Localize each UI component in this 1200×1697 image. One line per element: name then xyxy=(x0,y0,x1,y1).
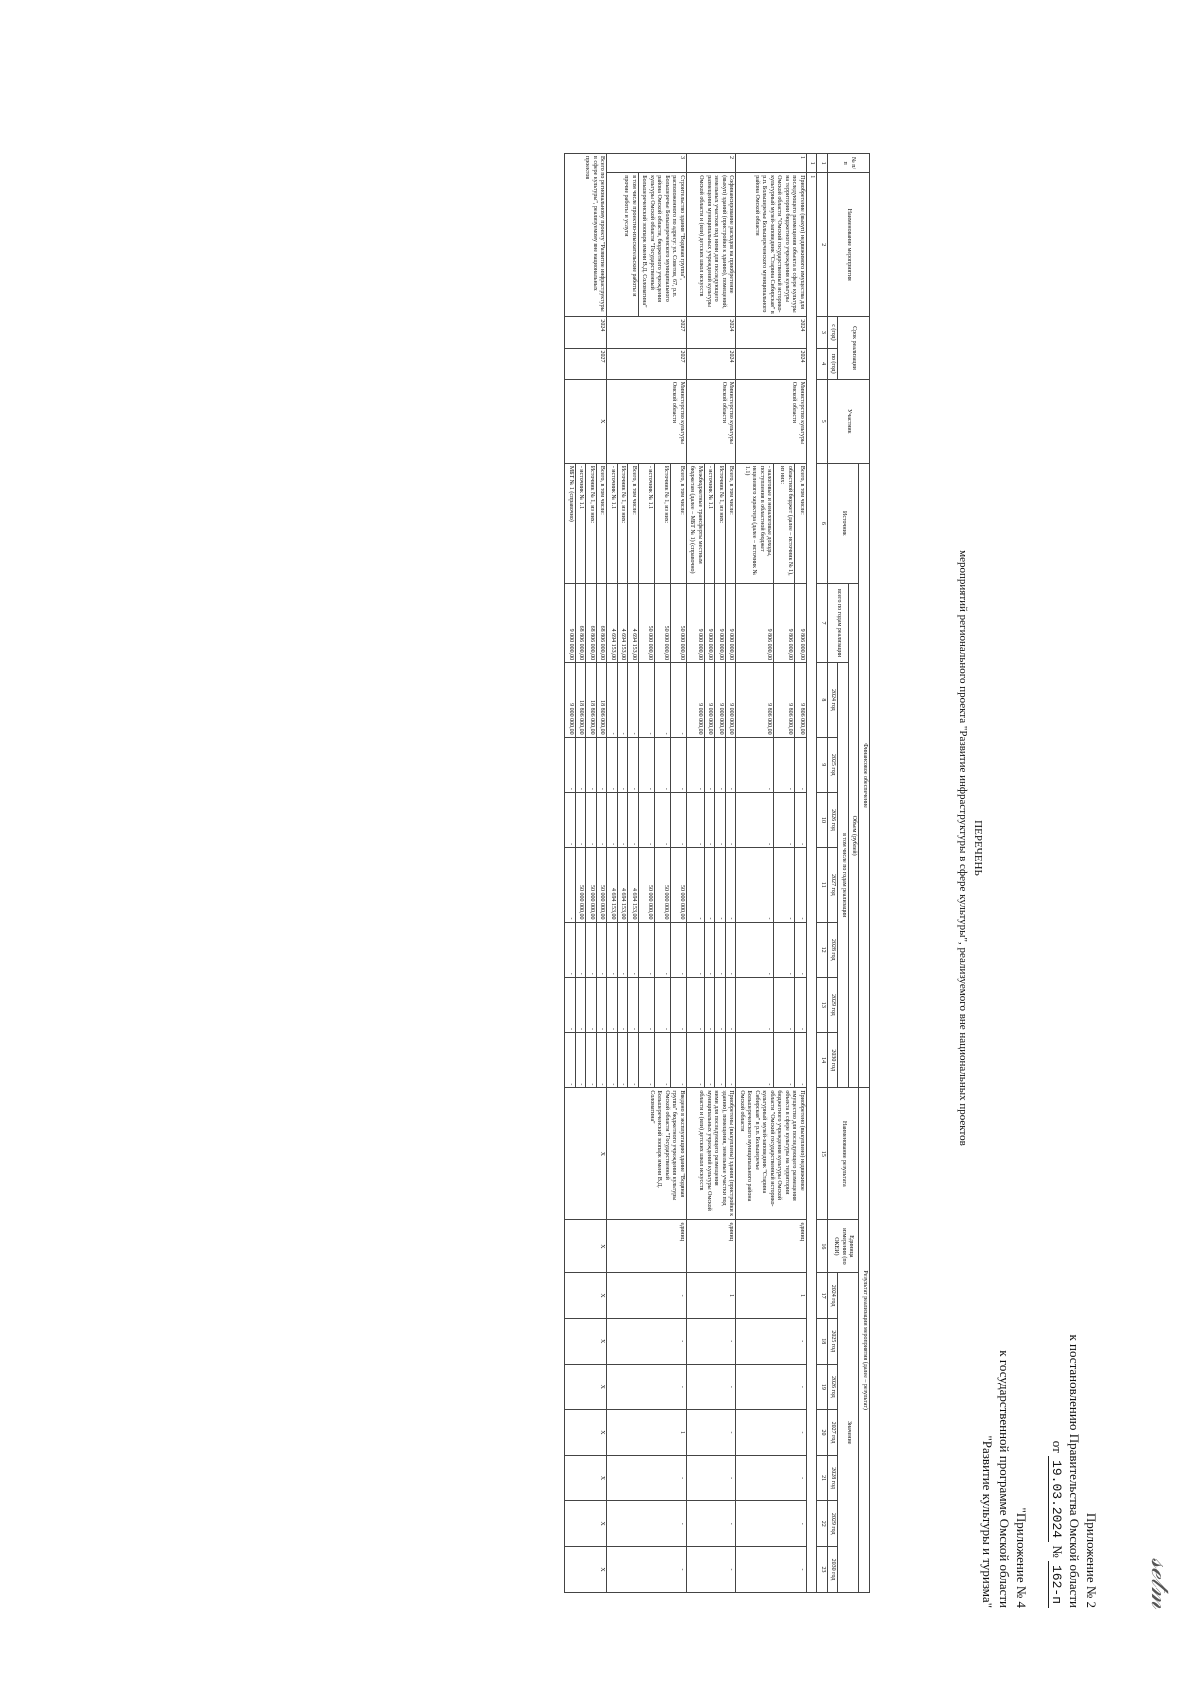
annex-resolution xyxy=(1048,1334,1100,1608)
table-row: 2 Софинансирование расходов на приобретение (выкуп) зданий (пристройки к зданию), помещений, земельных участков под ними для последующего размещения муниципальных учреждений культуры Омской области и (или) детских школ искусств 2024 2024 Министерство культуры Омской области Всего, в том числе: 9 000 000,00 9 000 000,00 - - - - - - Приобретены (выкуплены) здания (пристройки к зданию), помещения, земельные участки под ними для последующего размещения муниципальных учреждений культуры Омской области и (или) детских школ искусств единиц 1 - - - - - - xyxy=(726,154,737,1593)
header-term: Срок реализации xyxy=(838,317,870,379)
table-row: 1 Приобретение (выкуп) недвижимого имущества для последующего размещения объекта в сфере культуры на территории бюджетного учреждения культуры Омской области "Омский государственный историко-культурный музей-заповедник "Старина Сибирская" в р.п. Большеречье Большереченского муниципального района Омской области 2024 2024 Министерство культуры Омской области Всего, в том числе: 9 806 000,00 9 806 000,00 - - - - - - Приобретено (выкуплено) недвижимое имущество для последующего размещения объекта в сфере культуры на территории бюджетного учреждения культуры Омской области "Омский государственный историко-культурный музей-заповедник "Старина Сибирская" в р.п. Большеречье Большереченского муниципального района Омской области единиц 1 - - - - - - xyxy=(794,154,806,1593)
header-result-year: 2024 год xyxy=(828,1273,839,1319)
document-title: ПЕРЕЧЕНЬ мероприятий регионального проекта "Развитие инфраструктуры в сфере культуры", реализуемого вне национальных проектов xyxy=(957,550,984,1146)
header-year: 2027 год xyxy=(828,848,839,922)
signature-mark: 𝓈ℯ𝓉𝓂 xyxy=(1146,1558,1175,1609)
table-row: - источник № 1.1 9 000 000,00 9 000 000,00 - - - - - - xyxy=(705,154,716,1593)
totals-row: Источник № 1, из них: 68 806 000,00 18 806 000,00 - - 50 000 000,00 - - - xyxy=(586,154,597,1593)
column-index-row: 1 2 3 4 5 6 7 8 9 10 11 12 13 14 15 16 17 18 19 20 21 22 23 xyxy=(817,154,828,1593)
header-year: 2029 год xyxy=(828,977,839,1032)
table-row: в том числе проектно-изыскательские работы и прочие работы и услуги Всего, в том числе: 4 694 153,00 - - - 4 694 153,00 - - - xyxy=(628,154,639,1593)
result-name: Приобретены (выкуплены) здания (пристройки к зданию), помещения, земельные участки под ними для последующего размещения муниципальных учреждений культуры Омской области и (или) детских школ искусств xyxy=(687,1088,737,1220)
header-result-year: 2025 год xyxy=(828,1318,839,1364)
header-result-name: Наименование результата xyxy=(828,1088,860,1220)
header-unit: Единица измерения (по ОКЕИ) xyxy=(828,1220,860,1273)
header-source: Источник xyxy=(828,463,860,583)
annex-date-line: от 19.03.2024 № 162-п xyxy=(1048,1334,1066,1608)
page-header xyxy=(940,18,1175,1678)
annex-program: "Приложение № 4 к государственной программе Омской области "Развитие культуры и туризма" xyxy=(980,1350,1029,1608)
totals-row: МБТ № 1 (справочно) 9 000 000,00 9 000 000,00 - - - - - - xyxy=(565,154,576,1593)
event-subitem: в том числе проектно-изыскательские работы и прочие работы и услуги xyxy=(607,173,639,317)
rotated-page xyxy=(10,18,1175,1678)
totals-row: - источник № 1.1 68 806 000,00 18 806 000,00 - - 50 000 000,00 - - - xyxy=(576,154,587,1593)
header-result: Результат реализации мероприятия (далее – результат) xyxy=(859,1088,870,1593)
header-result-year: 2029 год xyxy=(828,1501,839,1547)
participant: Министерство культуры Омской области xyxy=(687,379,737,463)
header-no: № п/п xyxy=(828,154,870,173)
table-row: Источник № 1, из них: 4 694 153,00 - - - 4 694 153,00 - - - xyxy=(618,154,629,1593)
header-value: Значение xyxy=(838,1273,859,1593)
header-result-year: 2030 год xyxy=(828,1547,839,1593)
result-name: Введено в эксплуатацию здание "Водяная группа" бюджетного учреждения культуры Омской области "Государственный Большереченский зоопарк имени В.Д. Соломатина" xyxy=(607,1088,687,1220)
header-result-year: 2027 год xyxy=(828,1410,839,1456)
participant: Министерство культуры Омской области xyxy=(736,379,807,463)
header-year: 2028 год xyxy=(828,922,839,977)
header-participant: Участник xyxy=(828,379,870,463)
table-row: Источник № 1, из них: 50 000 000,00 - - - 50 000 000,00 - - - xyxy=(655,154,671,1593)
table-row: Источник № 1, из них: 9 000 000,00 9 000 000,00 - - - - - - xyxy=(715,154,726,1593)
table-row: 3 Строительство здания "Водяная группа", расположенного по адресу: ул. Советов, 67, р.п. Большеречье Большереченского муниципального района Омской области, бюджетного учреждения культуры Омской области "Государственный Большереченский зоопарк имени В.Д. Соломатина" 2027 2027 Министерство культуры Омской области Всего, в том числе: 50 000 000,00 - - - 50 000 000,00 - - - Введено в эксплуатацию здание "Водяная группа" бюджетного учреждения культуры Омской области "Государственный Большереченский зоопарк имени В.Д. Соломатина" единиц - - - 1 - - - xyxy=(671,154,687,1593)
annex-label: Приложение № 2 xyxy=(1084,1512,1099,1608)
totals-row: Всего по региональному проекту "Развитие инфраструктуры в сфере культуры", реализуемому вне национальных проектов 2024 2027 Х Всего, в том числе: 68 806 000,00 18 806 000,00 - - 50 000 000,00 - - - Х Х Х Х Х Х Х Х Х xyxy=(597,154,608,1593)
header-result-year: 2028 год xyxy=(828,1455,839,1501)
header-volume: Объем (рублей) xyxy=(849,583,860,1087)
header-year: 2026 год xyxy=(828,792,839,847)
participant: Министерство культуры Омской области xyxy=(607,379,687,463)
event-name: Строительство здания "Водяная группа", расположенного по адресу: ул. Советов, 67, р.п. Большеречье Большереченского муниципального района Омской области, бюджетного учреждения культуры Омской области "Государственный Большереченский зоопарк имени В.Д. Соломатина" xyxy=(639,173,687,317)
header-result-year: 2026 год xyxy=(828,1364,839,1410)
header-to: по (год) xyxy=(828,348,839,379)
header-year: 2025 год xyxy=(828,737,839,792)
annex-number: 162-п xyxy=(1048,1561,1064,1608)
header-year: 2024 год xyxy=(828,663,839,737)
table-row: - налоговые и неналоговые доходы, поступления в областной бюджет нецелевого характера (далее – источник № 1.1) 9 806 000,00 9 806 000,00 - - - - - - xyxy=(736,154,774,1593)
annex-date: 19.03.2024 xyxy=(1048,1456,1064,1542)
header-event: Наименование мероприятия xyxy=(828,173,870,317)
section-row: 1 1 xyxy=(807,154,818,1593)
table-row: - источник № 1.1 4 694 153,00 - - - 4 694 153,00 - - - xyxy=(607,154,618,1593)
annex-to: к постановлению Правительства Омской области xyxy=(1067,1334,1082,1608)
result-name: Приобретено (выкуплено) недвижимое имущество для последующего размещения объекта в сфере культуры на территории бюджетного учреждения культуры Омской области "Омский государственный историко-культурный музей-заповедник "Старина Сибирская" в р.п. Большеречье Большереченского муниципального района Омской области xyxy=(736,1088,807,1220)
header-by-years: в том числе по годам реализации xyxy=(838,663,849,1088)
table-row: областной бюджет (далее – источник № 1), из них: 9 806 000,00 9 806 000,00 - - - - - - xyxy=(774,154,795,1593)
header-total: всего по годам реализации xyxy=(828,583,849,662)
event-name: Софинансирование расходов на приобретение (выкуп) зданий (пристройки к зданию), помещений, земельных участков под ними для последующего размещения муниципальных учреждений культуры Омской области и (или) детских школ искусств xyxy=(687,173,737,317)
event-name: Приобретение (выкуп) недвижимого имущества для последующего размещения объекта в сфере культуры на территории бюджетного учреждения культуры Омской области "Омский государственный историко-культурный музей-заповедник "Старина Сибирская" в р.п. Большеречье Большереченского муниципального района Омской области xyxy=(736,173,807,317)
header-finance: Финансовое обеспечение xyxy=(859,463,870,1088)
totals-label: Всего по региональному проекту "Развитие инфраструктуры в сфере культуры", реализуемому вне национальных проектов xyxy=(565,154,607,317)
header-from: с (год) xyxy=(828,317,839,348)
table-row: - источник № 1.1 50 000 000,00 - - - 50 000 000,00 - - - xyxy=(639,154,655,1593)
table-row: Межбюджетные трансферты местным бюджетам (далее – МБТ № 1) (справочно) 9 000 000,00 9 000 000,00 - - - - - - xyxy=(687,154,705,1593)
events-table xyxy=(565,153,871,1593)
header-year: 2030 год xyxy=(828,1033,839,1088)
